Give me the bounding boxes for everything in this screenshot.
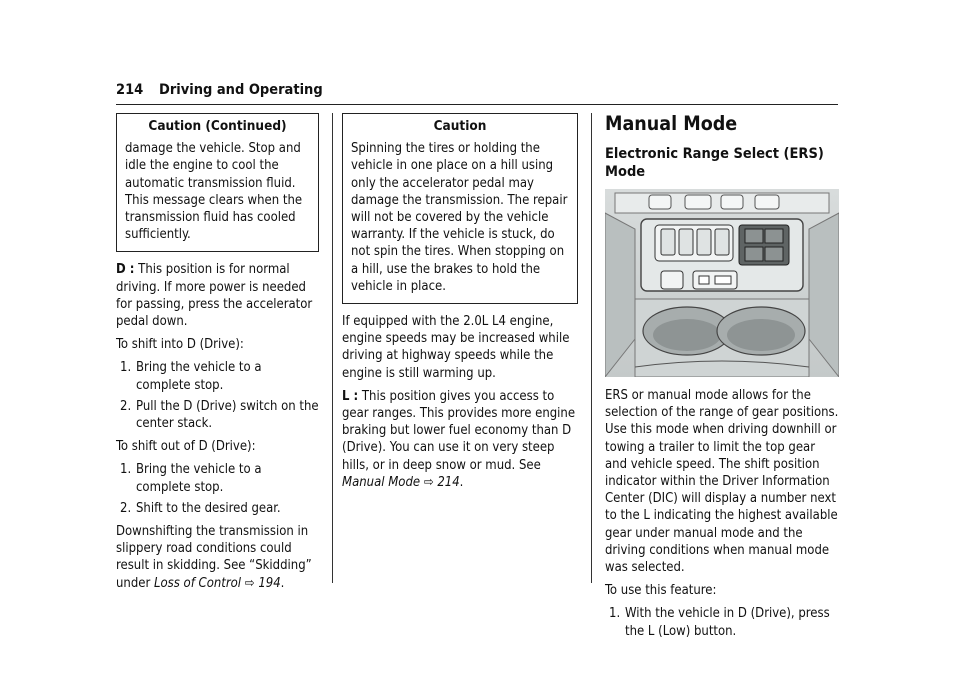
column-2 (342, 113, 578, 497)
caution-box-continued (116, 113, 319, 252)
ers-paragraph: ERS or manual mode allows for the selection of the range of gear positions. Use this mode when driving downhill or towing a trailer to limit the top gear and vehicle speed. The shift position indicator within the Driver Information Center (DIC) will display a number next to the L indicating the highest available gear under manual mode and the driving conditions when manual mode was selected. (605, 388, 839, 576)
shift-into-steps (116, 359, 319, 432)
l-label: L : (342, 388, 359, 404)
page-number: 214 (116, 82, 144, 98)
d-label: D : (116, 262, 135, 278)
page-ref[interactable]: 214 (437, 474, 460, 490)
d-text: This position is for normal driving. If more power is needed for passing, press the accelerator pedal down. (116, 262, 313, 330)
section-heading: Manual Mode (605, 112, 738, 135)
center-console-photo (605, 189, 839, 377)
d-position-paragraph (116, 261, 319, 330)
caution-box (342, 113, 578, 304)
caution-title: Caution (433, 118, 487, 134)
list-item: 1. Bring the vehicle to a complete stop. (120, 462, 262, 495)
shift-out-heading: To shift out of D (Drive): (116, 439, 256, 455)
column-1 (116, 113, 319, 598)
page-header (116, 82, 838, 105)
downshift-paragraph: Downshifting the transmission in slippery road conditions could result in skidding. See “Skidding” under Loss of Control ⇨ 194. (116, 524, 312, 591)
page-ref[interactable]: 194 (258, 575, 281, 591)
shift-into-heading: To shift into D (Drive): (116, 337, 244, 353)
page-reference-arrow-icon: ⇨ (423, 474, 434, 490)
caution-body: damage the vehicle. Stop and idle the engine to cool the automatic transmission fluid. This message clears when the transmission fluid has cooled sufficiently. (125, 141, 303, 243)
section-title: Driving and Operating (159, 82, 323, 98)
l-position-paragraph: L : This position gives you access to gear ranges. This provides more engine braking but lower fuel economy than D (Drive). You can use it on very steep hills, or in deep snow or mud. See Manual Mode ⇨ 214. (342, 388, 576, 490)
shift-out-steps (116, 461, 319, 517)
list-item: 2. Pull the D (Drive) switch on the center stack. (120, 398, 319, 432)
loss-of-control-link[interactable]: Loss of Control (153, 575, 242, 591)
caution-body: Spinning the tires or holding the vehicle in one place on a hill using only the accelerator pedal may damage the transmission. The repair will not be covered by the vehicle warranty. If the vehicle is stuck, do not spin the tires. When stopping on a hill, use the brakes to hold the vehicle in place. (351, 141, 568, 294)
ers-steps (605, 605, 839, 639)
manual-mode-link[interactable]: Manual Mode (342, 474, 421, 490)
list-item: 1. Bring the vehicle to a complete stop. (120, 360, 262, 393)
column-3 (605, 113, 839, 646)
caution-title: Caution (Continued) (148, 118, 287, 134)
engine-paragraph: If equipped with the 2.0L L4 engine, engine speeds may be increased while driving at highway speeds while the engine is still warming up. (342, 314, 570, 381)
column-divider (332, 113, 333, 583)
use-feature-heading: To use this feature: (605, 583, 717, 599)
list-item: 1. With the vehicle in D (Drive), press the L (Low) button. (609, 606, 830, 639)
column-divider (591, 113, 592, 583)
subsection-heading: Electronic Range Select (ERS) Mode (605, 146, 824, 180)
page-reference-arrow-icon: ⇨ (244, 575, 255, 591)
list-item: 2. Shift to the desired gear. (120, 500, 281, 516)
